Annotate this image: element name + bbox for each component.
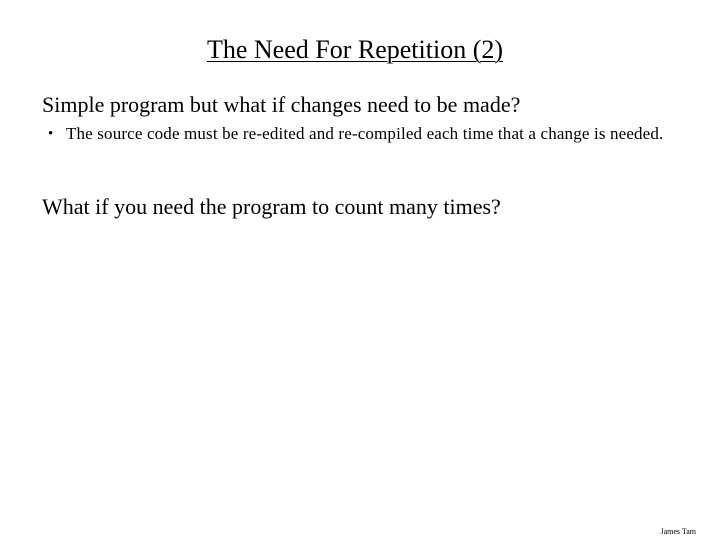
sub-bullet-item <box>48 123 688 145</box>
slide-title: The Need For Repetition (2) <box>206 35 504 64</box>
footer-author: James Tam <box>660 527 696 536</box>
sub-bullet-text: The source code must be re-edited and re-compiled each time that a change is needed. <box>66 124 664 143</box>
main-point-count: What if you need the program to count many times? <box>42 194 501 219</box>
bullet-dot-icon: • <box>48 126 54 142</box>
main-point-changes: Simple program but what if changes need to be made? <box>42 92 521 117</box>
